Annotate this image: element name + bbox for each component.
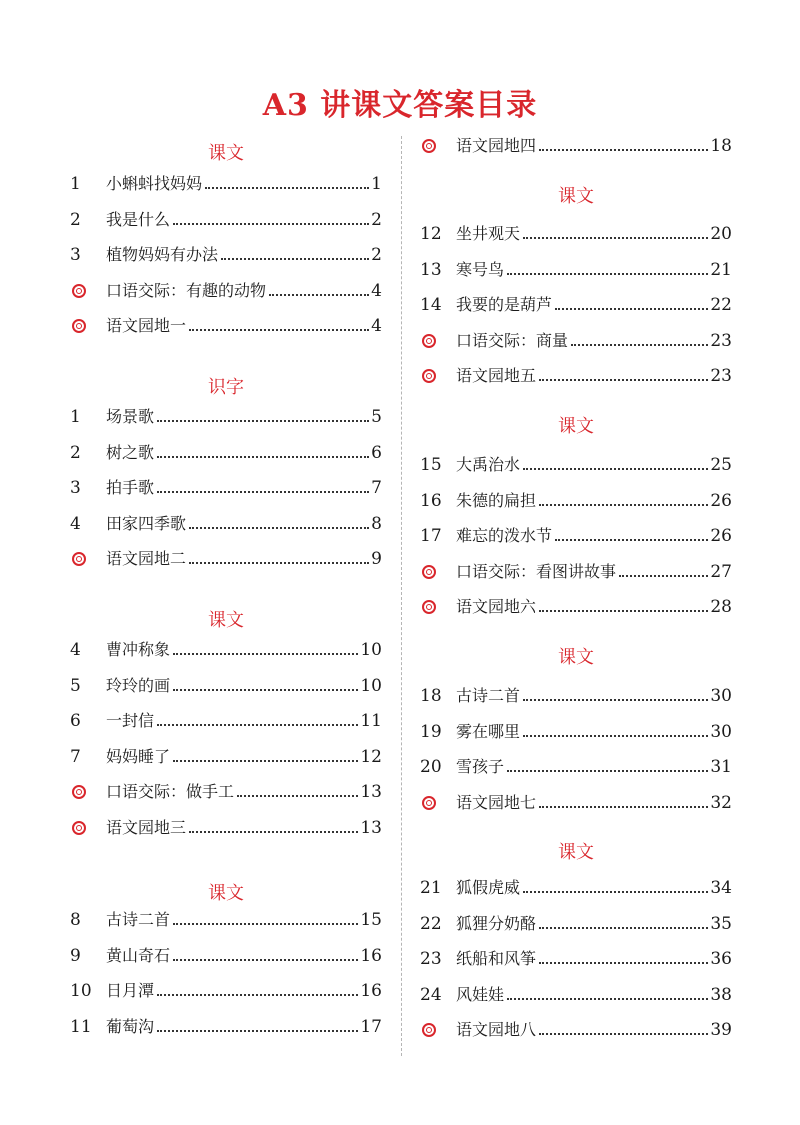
lesson-number: 2 [70, 209, 81, 230]
entry-title: 风娃娃 [456, 984, 505, 1004]
toc-entry[interactable] [420, 485, 732, 511]
toc-entry[interactable] [70, 310, 382, 336]
toc-entry[interactable] [70, 437, 382, 463]
page-number: 9 [371, 549, 382, 570]
toc-entry[interactable] [70, 168, 382, 194]
page-number: 21 [710, 259, 732, 280]
lesson-number: 14 [420, 295, 442, 316]
entry-title: 植物妈妈有办法 [106, 245, 219, 265]
page-number: 12 [360, 746, 382, 767]
entry-title: 一封信 [106, 711, 155, 731]
dot-leader [173, 689, 358, 691]
lesson-number: 4 [70, 513, 81, 534]
section-heading: 课文 [208, 143, 244, 164]
lesson-number: 8 [70, 910, 81, 930]
page-number: 36 [710, 949, 732, 970]
entry-title: 语文园地六 [456, 597, 537, 617]
page-number: 38 [710, 984, 732, 1005]
dot-leader [173, 223, 369, 225]
page-number: 16 [360, 981, 382, 1002]
toc-entry[interactable] [420, 872, 732, 898]
dot-leader [189, 527, 369, 529]
toc-entry[interactable] [420, 943, 732, 969]
dot-leader [157, 994, 358, 996]
page-number: 35 [710, 913, 732, 934]
page-number: 22 [710, 295, 732, 316]
entry-title: 语文园地一 [106, 316, 187, 336]
dot-leader [539, 610, 708, 612]
lesson-number: 11 [70, 1016, 92, 1037]
dot-leader [221, 258, 369, 260]
entry-title: 坐井观天 [456, 224, 521, 243]
page-number: 2 [371, 245, 382, 266]
section-heading: 课文 [558, 416, 594, 437]
entry-title: 小蝌蚪找妈妈 [106, 174, 203, 193]
entry-title: 口语交际：商量 [456, 330, 569, 350]
bullet-circle-icon [70, 782, 106, 802]
dot-leader [539, 806, 708, 808]
lesson-number: 18 [420, 686, 442, 706]
entry-title: 雪孩子 [456, 757, 505, 777]
entry-title: 狐狸分奶酪 [456, 913, 537, 933]
toc-entry[interactable] [70, 472, 382, 498]
bullet-circle-icon [420, 136, 456, 156]
page-number: 23 [710, 366, 732, 387]
lesson-number: 24 [420, 984, 442, 1005]
page-number: 4 [371, 280, 382, 301]
toc-entry[interactable] [420, 716, 732, 742]
toc-entry[interactable] [420, 218, 732, 244]
toc-entry[interactable] [420, 680, 732, 706]
toc-entry[interactable] [70, 741, 382, 767]
toc-entry[interactable] [70, 275, 382, 301]
page-number: 32 [710, 792, 732, 813]
entry-title: 日月潭 [106, 981, 155, 1001]
section-heading: 课文 [208, 883, 244, 904]
lesson-number: 7 [70, 746, 81, 767]
toc-entry[interactable] [70, 670, 382, 696]
dot-leader [523, 891, 708, 893]
dot-leader [555, 539, 708, 541]
lesson-number: 3 [70, 245, 81, 266]
toc-entry[interactable] [70, 204, 382, 230]
page-number: 13 [360, 782, 382, 803]
dot-leader [189, 831, 358, 833]
entry-title: 纸船和风筝 [456, 949, 537, 969]
lesson-number: 4 [70, 640, 81, 660]
entry-title: 狐假虎威 [456, 878, 521, 897]
page-number: 7 [371, 478, 382, 499]
page-number: 2 [371, 209, 382, 230]
dot-leader [539, 927, 708, 929]
entry-title: 田家四季歌 [106, 513, 187, 533]
toc-entry[interactable] [420, 787, 732, 813]
page-number: 4 [371, 316, 382, 337]
entry-title: 树之歌 [106, 442, 155, 462]
entry-title: 口语交际：有趣的动物 [106, 280, 267, 300]
dot-leader [173, 760, 358, 762]
entry-title: 古诗二首 [456, 686, 521, 705]
entry-title: 难忘的泼水节 [456, 526, 553, 546]
dot-leader [539, 504, 708, 506]
lesson-number: 23 [420, 949, 442, 970]
section-heading: 课文 [558, 842, 594, 863]
entry-title: 语文园地二 [106, 549, 187, 569]
entry-title: 大禹治水 [456, 455, 521, 474]
entry-title: 口语交际：看图讲故事 [456, 561, 617, 581]
bullet-circle-icon [70, 549, 106, 569]
page-number: 20 [710, 224, 732, 244]
bullet-circle-icon [70, 316, 106, 336]
page-title: A3 讲课文答案目录 [262, 88, 538, 123]
toc-entry[interactable] [420, 325, 732, 351]
page-number: 26 [710, 526, 732, 547]
entry-title: 寒号鸟 [456, 259, 505, 279]
bullet-circle-icon [420, 331, 456, 351]
dot-leader [173, 923, 358, 925]
entry-title: 口语交际：做手工 [106, 782, 235, 802]
entry-title: 玲玲的画 [106, 675, 171, 695]
dot-leader [539, 149, 708, 151]
dot-leader [619, 575, 708, 577]
dot-leader [507, 273, 708, 275]
dot-leader [157, 1030, 358, 1032]
dot-leader [539, 1033, 708, 1035]
page-number: 1 [371, 174, 382, 194]
page-number: 10 [360, 640, 382, 660]
bullet-circle-icon [420, 1020, 456, 1040]
bullet-circle-icon [70, 818, 106, 838]
lesson-number: 10 [70, 981, 92, 1002]
toc-entry[interactable] [70, 1011, 382, 1037]
toc-entry[interactable] [70, 401, 382, 427]
toc-entry[interactable] [420, 254, 732, 280]
entry-title: 语文园地五 [456, 366, 537, 386]
entry-title: 我要的是葫芦 [456, 295, 553, 315]
dot-leader [539, 379, 708, 381]
dot-leader [157, 456, 369, 458]
toc-entry[interactable] [70, 705, 382, 731]
page-number: 11 [360, 711, 382, 732]
dot-leader [571, 344, 708, 346]
page-number: 8 [371, 513, 382, 534]
entry-title: 语文园地八 [456, 1020, 537, 1040]
toc-entry[interactable] [70, 904, 382, 930]
page-number: 16 [360, 945, 382, 966]
toc-entry[interactable] [70, 508, 382, 534]
entry-title: 葡萄沟 [106, 1016, 155, 1036]
entry-title: 语文园地三 [106, 818, 187, 837]
entry-title: 语文园地四 [456, 136, 537, 155]
toc-entry[interactable] [70, 543, 382, 569]
dot-leader [507, 998, 708, 1000]
page-number: 10 [360, 675, 382, 696]
dot-leader [205, 187, 369, 189]
toc-entry[interactable] [420, 556, 732, 582]
page-number: 5 [371, 407, 382, 427]
toc-entry[interactable] [420, 449, 732, 475]
section-heading: 课文 [558, 186, 594, 207]
page-number: 30 [710, 721, 732, 742]
dot-leader [173, 653, 358, 655]
entry-title: 黄山奇石 [106, 945, 171, 965]
section-heading: 课文 [558, 647, 594, 668]
page-number: 25 [710, 455, 732, 475]
entry-title: 古诗二首 [106, 910, 171, 929]
page-number: 18 [710, 136, 732, 156]
toc-entry[interactable] [420, 520, 732, 546]
toc-entry[interactable] [70, 975, 382, 1001]
page-number: 17 [360, 1016, 382, 1037]
page-number: 26 [710, 490, 732, 511]
dot-leader [157, 491, 369, 493]
entry-title: 妈妈睡了 [106, 746, 171, 766]
dot-leader [555, 308, 708, 310]
lesson-number: 20 [420, 757, 442, 778]
page-number: 27 [710, 561, 732, 582]
page-number: 6 [371, 442, 382, 463]
toc-entry[interactable] [420, 130, 732, 156]
lesson-number: 2 [70, 442, 81, 463]
page-number: 23 [710, 330, 732, 351]
dot-leader [539, 962, 708, 964]
entry-title: 场景歌 [106, 407, 155, 426]
toc-entry[interactable] [70, 239, 382, 265]
toc-entry[interactable] [420, 751, 732, 777]
lesson-number: 22 [420, 913, 442, 934]
page-number: 13 [360, 818, 382, 838]
bullet-circle-icon [420, 562, 456, 582]
page-number: 34 [710, 878, 732, 898]
page-number: 39 [710, 1020, 732, 1041]
entry-title: 语文园地七 [456, 792, 537, 812]
toc-entry[interactable] [70, 634, 382, 660]
dot-leader [507, 770, 708, 772]
toc-entry[interactable] [70, 812, 382, 838]
lesson-number: 15 [420, 455, 442, 475]
entry-title: 朱德的扁担 [456, 490, 537, 510]
page-number: 31 [710, 757, 732, 778]
toc-entry[interactable] [420, 591, 732, 617]
lesson-number: 9 [70, 945, 81, 966]
lesson-number: 5 [70, 675, 81, 696]
toc-entry[interactable] [70, 776, 382, 802]
lesson-number: 21 [420, 878, 442, 898]
page-number: 28 [710, 597, 732, 618]
dot-leader [523, 735, 708, 737]
section-heading: 课文 [208, 610, 244, 631]
lesson-number: 19 [420, 721, 442, 742]
entry-title: 我是什么 [106, 209, 171, 229]
lesson-number: 16 [420, 490, 442, 511]
dot-leader [523, 699, 708, 701]
page-number: 30 [710, 686, 732, 706]
lesson-number: 17 [420, 526, 442, 547]
lesson-number: 1 [70, 174, 81, 194]
bullet-circle-icon [420, 597, 456, 617]
column-divider [401, 136, 402, 1056]
dot-leader [269, 294, 369, 296]
section-heading: 识字 [208, 377, 244, 398]
bullet-circle-icon [420, 366, 456, 386]
toc-entry[interactable] [420, 360, 732, 386]
dot-leader [189, 329, 369, 331]
dot-leader [523, 468, 708, 470]
toc-entry[interactable] [420, 289, 732, 315]
bullet-circle-icon [420, 793, 456, 813]
entry-title: 雾在哪里 [456, 721, 521, 741]
toc-entry[interactable] [420, 1014, 732, 1040]
entry-title: 拍手歌 [106, 478, 155, 498]
dot-leader [237, 795, 358, 797]
dot-leader [157, 724, 358, 726]
lesson-number: 3 [70, 478, 81, 499]
page-number: 15 [360, 910, 382, 930]
toc-entry[interactable] [420, 979, 732, 1005]
dot-leader [157, 420, 369, 422]
dot-leader [173, 959, 358, 961]
dot-leader [189, 562, 369, 564]
lesson-number: 13 [420, 259, 442, 280]
lesson-number: 6 [70, 711, 81, 732]
lesson-number: 12 [420, 224, 442, 244]
dot-leader [523, 237, 708, 239]
toc-entry[interactable] [70, 940, 382, 966]
entry-title: 曹冲称象 [106, 640, 171, 659]
bullet-circle-icon [70, 281, 106, 301]
lesson-number: 1 [70, 407, 81, 427]
toc-entry[interactable] [420, 908, 732, 934]
